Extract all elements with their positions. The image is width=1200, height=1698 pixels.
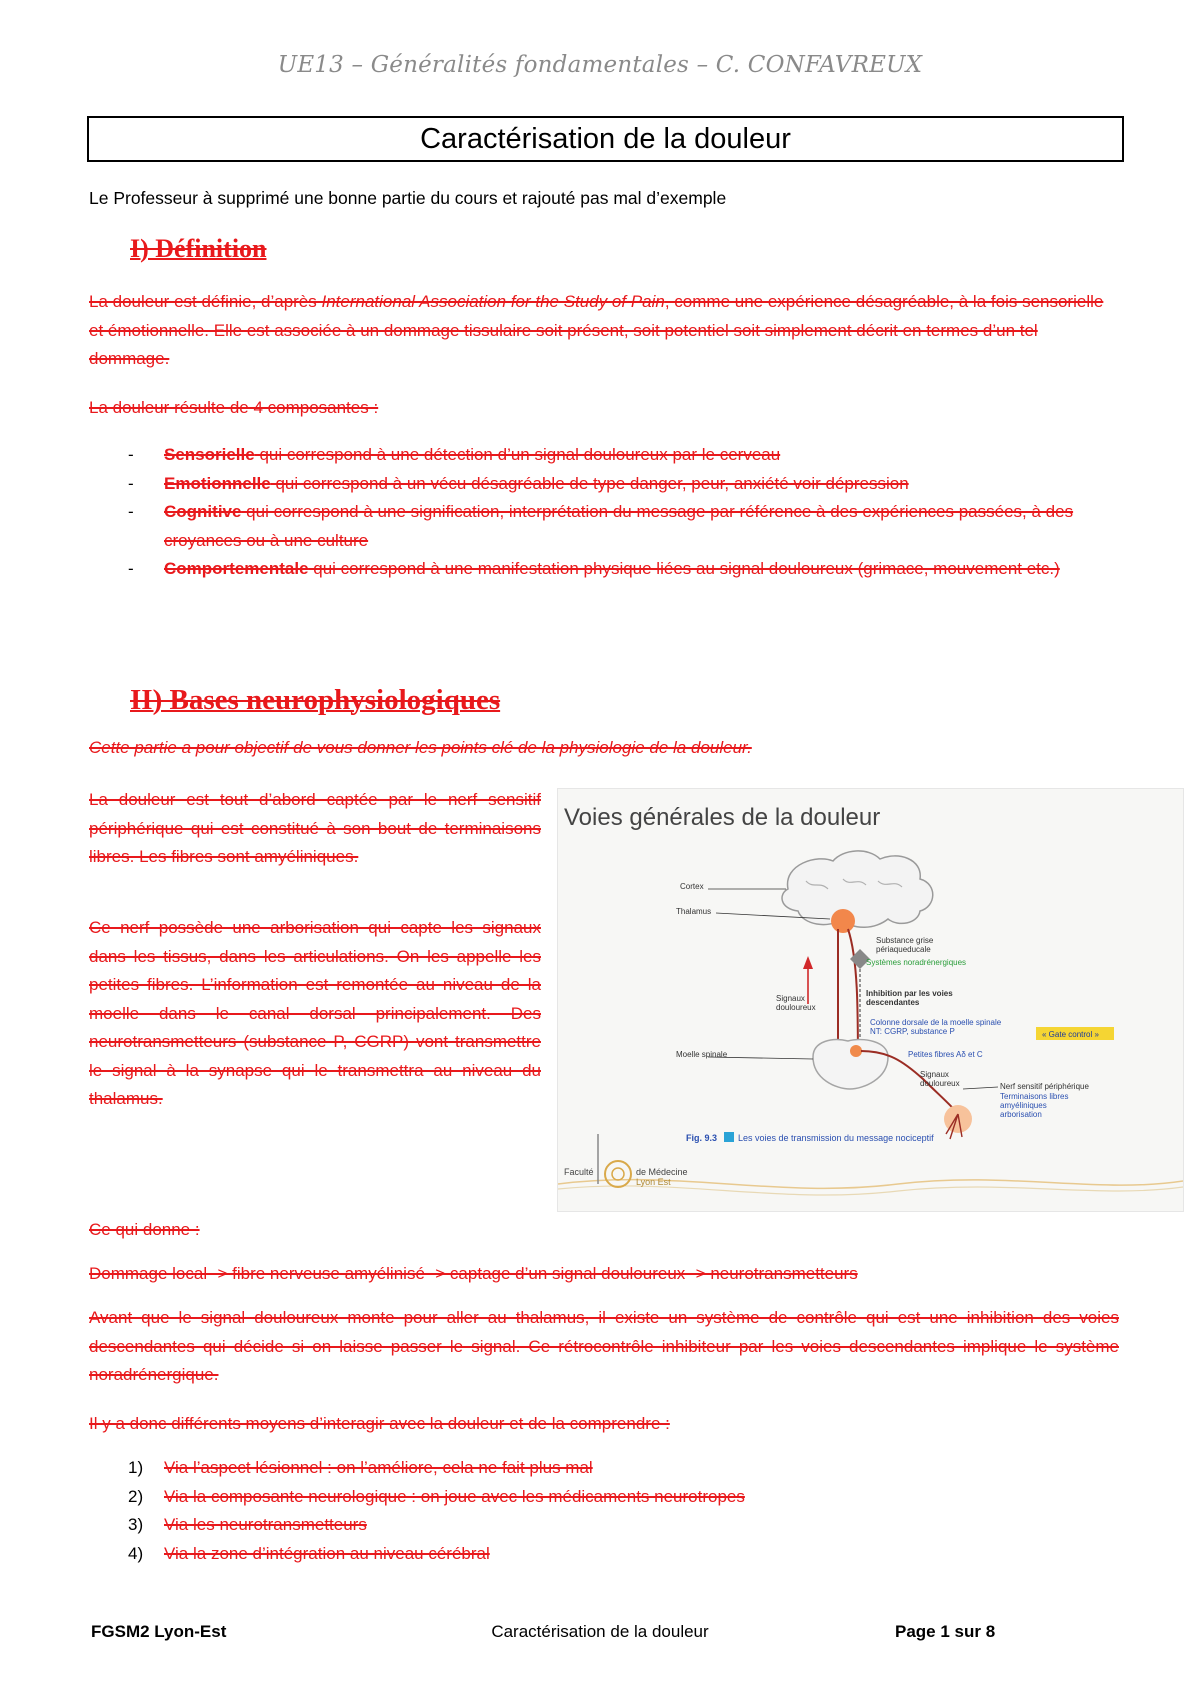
faculty-label-3: Lyon Est <box>636 1177 671 1187</box>
figure-title: Voies générales de la douleur <box>564 804 881 831</box>
label-neurotransmitters: NT: CGRP, substance P <box>870 1027 955 1036</box>
footer-left: FGSM2 Lyon-Est <box>91 1622 227 1641</box>
figure-marker <box>724 1132 734 1142</box>
label-nerve: Nerf sensitif périphérique <box>1000 1082 1089 1091</box>
spinal-cord-icon <box>813 1040 888 1089</box>
list-item: - Sensorielle qui correspond à une détection d’un signal douloureux par le cerveau <box>128 445 781 464</box>
gives-text: Ce qui donne : <box>89 1220 200 1239</box>
brain-icon <box>782 851 933 927</box>
label-pain-signals-2: douloureux <box>920 1079 960 1088</box>
list-item: - Cognitive qui correspond à une signification, interprétation du message par référence à des expériences passées, à des croyances ou à une culture <box>128 502 1074 550</box>
list-item: 2) Via la composante neurologique : on joue avec les médicaments neurotropes <box>128 1486 745 1506</box>
thalamus-icon <box>831 909 855 933</box>
list-item: 4) Via la zone d’intégration au niveau cérébral <box>128 1543 490 1563</box>
label-inhibition: Inhibition par les voies <box>866 989 953 998</box>
label-gray-2: périaqueducale <box>876 945 931 954</box>
label-fibres: Petites fibres Aδ et C <box>908 1050 983 1059</box>
pain-pathways-diagram <box>558 789 1183 1211</box>
iasp-name: International Association for the Study of Pain <box>321 292 665 311</box>
means-intro: Il y a donc différents moyens d’interagir avec la douleur et de la comprendre : <box>89 1414 670 1433</box>
footer-center: Caractérisation de la douleur <box>491 1622 709 1641</box>
chain-text: Dommage local -> fibre nerveuse amyélinisé -> captage d’un signal douloureux -> neurotransmetteurs <box>89 1264 858 1283</box>
figure-number: Fig. 9.3 <box>686 1133 718 1143</box>
receptor-icon <box>944 1105 972 1133</box>
label-dorsal: Colonne dorsale de la moelle spinale <box>870 1018 1002 1027</box>
list-item: 3) Via les neurotransmetteurs <box>128 1515 367 1534</box>
section-2-lead: Cette partie a pour objectif de vous donner les points clé de la physiologie de la douleur. <box>89 738 752 757</box>
label-noradrenergic: Systèmes noradrénergiques <box>866 958 967 967</box>
label-gray: Substance grise <box>876 936 934 945</box>
intro-text: Le Professeur à supprimé une bonne partie du cours et rajouté pas mal d’exemple <box>89 188 727 208</box>
means-list <box>89 1454 1139 1568</box>
components-intro: La douleur résulte de 4 composantes : <box>89 398 379 417</box>
nerve-paragraph: La douleur est tout d’abord captée par le nerf sensitif périphérique qui est constitué à son bout de terminaisons libres. Les fibres sont amyéliniques. <box>89 790 541 866</box>
arrow-up-icon <box>803 956 813 969</box>
section-1-heading: I) Définition <box>130 234 267 263</box>
label-gate-control: « Gate control » <box>1042 1030 1099 1039</box>
label-signals: Signaux <box>776 994 805 1003</box>
components-list <box>89 441 1139 584</box>
faculty-label-1: Faculté <box>564 1167 594 1177</box>
label-spinal-cord: Moelle spinale <box>676 1050 728 1059</box>
fibres-paragraph: Ce nerf possède une arborisation qui capte les signaux dans les tissus, dans les articulations. On les appelle les petites fibres. L’information est remontée au niveau de la moelle dans le canal dorsal principalement. Des neurotransmetteurs (substance P, CGRP) vont transmettre le signal à la synapse qui le transmettra au niveau du thalamus. <box>89 918 541 1108</box>
figure-caption: Les voies de transmission du message nociceptif <box>738 1133 934 1143</box>
label-inhibition-2: descendantes <box>866 998 920 1007</box>
list-item: - Emotionnelle qui correspond à un vécu désagréable de type danger, peur, anxiété voir dépression <box>128 473 909 493</box>
pain-pathways-figure <box>557 788 1184 1212</box>
running-header: UE13 – Généralités fondamentales – C. CONFAVREUX <box>277 52 923 78</box>
label-free-endings: Terminaisons libres <box>1000 1092 1069 1101</box>
label-signals-2: douloureux <box>776 1003 816 1012</box>
definition-paragraph: La douleur est définie, d’après International Association for the Study of Pain, comme une expérience désagréable, à la fois sensorielle et émotionnelle. Elle est associée à un dommage tissulaire soit présent, soit potentiel soit simplement décrit en termes d’un tel dommage. <box>89 292 1104 368</box>
label-pain-signals: Signaux <box>920 1070 949 1079</box>
section-2-heading: II) Bases neurophysiologiques <box>130 684 501 716</box>
list-item: 1) Via l’aspect lésionnel : on l’améliore, cela ne fait plus mal <box>128 1458 593 1477</box>
page-title: Caractérisation de la douleur <box>87 116 1124 162</box>
label-arborization: arborisation <box>1000 1110 1042 1119</box>
faculty-logo-icon <box>605 1161 631 1187</box>
label-thalamus: Thalamus <box>676 907 712 916</box>
label-cortex: Cortex <box>680 882 704 891</box>
label-unmyelinated: amyéliniques <box>1000 1101 1047 1110</box>
list-item: - Comportementale qui correspond à une manifestation physique liées au signal douloureux (grimace, mouvement etc.) <box>128 559 1060 578</box>
faculty-label-2: de Médecine <box>636 1167 688 1177</box>
control-paragraph: Avant que le signal douloureux monte pour aller au thalamus, il existe un système de contrôle qui est une inhibition des voies descendantes qui décide si on laisse passer le signal. Ce rétrocontrôle inhibiteur par les voies descendantes implique le système noradrénergique. <box>89 1308 1119 1384</box>
footer-page-number: Page 1 sur 8 <box>895 1622 996 1641</box>
